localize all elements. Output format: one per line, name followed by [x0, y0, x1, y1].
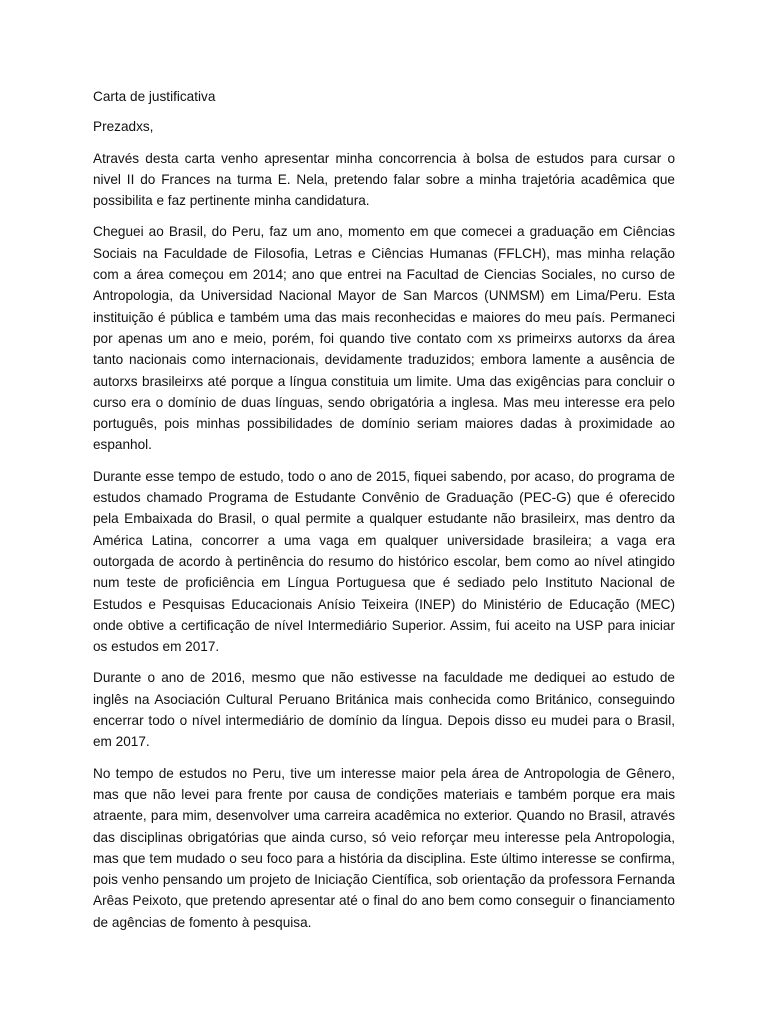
paragraph-background: Cheguei ao Brasil, do Peru, faz um ano, momento em que comecei a graduação em Ciências Sociais na Faculdade de Filosofia, Letras e Ciências Humanas (FFLCH), mas minha relação com a área começou em 2014; ano que entrei na Facultad de Ciencias Sociales, no curso de Antropologia, da Universidad Nacional Mayor de San Marcos (UNMSM) em Lima/Peru. Esta instituição é pública e também uma das mais reconhecidas e maiores do meu país. Permaneci por apenas um ano e meio, porém, foi quando tive contato com xs primeirxs autorxs da área tanto nacionais como internacionais, devidamente traduzidos; embora lamente a ausência de autorxs brasileirxs até porque a língua constituia um limite. Uma das exigências para concluir o curso era o domínio de duas línguas, sendo obrigatória a inglesa. Mas meu interesse era pelo português, pois minhas possibilidades de domínio seriam maiores dadas à proximidade ao espanhol.: [93, 224, 675, 453]
letter-title: Carta de justificativa: [93, 89, 216, 104]
paragraph-pec-g: Durante esse tempo de estudo, todo o ano de 2015, fiquei sabendo, por acaso, do programa de estudos chamado Programa de Estudante Convênio de Graduação (PEC-G) que é oferecido pela Embaixada do Brasil, o qual permite a qualquer estudante não brasileirx, mas dentro da América Latina, concorrer a uma vaga em qualquer universidade brasileira; a vaga era outorgada de acordo à pertinência do resumo do histórico escolar, bem como ao nível atingido num teste de proficiência em Língua Portuguesa que é sediado pelo Instituto Nacional de Estudos e Pesquisas Educacionais Anísio Teixeira (INEP) do Ministério de Educação (MEC) onde obtive a certificação de nível Intermediário Superior. Assim, fui aceito na USP para iniciar os estudos em 2017.: [93, 468, 675, 655]
paragraph-intro: Através desta carta venho apresentar minha concorrencia à bolsa de estudos para cursar o nivel II do Frances na turma E. Nela, pretendo falar sobre a minha trajetória acadêmica que possibilita e faz pertinente minha candidatura.: [93, 150, 675, 209]
letter-salutation: Prezadxs,: [93, 119, 154, 135]
paragraph-research-interest: No tempo de estudos no Peru, tive um interesse maior pela área de Antropologia de Gênero, mas que não levei para frente por causa de condições materiais e também porque era mais atraente, para mim, desenvolver uma carreira acadêmica no exterior. Quando no Brasil, através das disciplinas obrigatórias que ainda curso, só veio reforçar meu interesse pela Antropologia, mas que tem mudado o seu foco para a história da disciplina. Este último interesse se confirma, pois venho pensando um projeto de Iniciação Científica, sob orientação da professora Fernanda Arêas Peixoto, que pretendo apresentar até o final do ano bem como conseguir o financiamento de agências de fomento à pesquisa.: [93, 765, 675, 930]
paragraph-english-study: Durante o ano de 2016, mesmo que não estivesse na faculdade me dediquei ao estudo de inglês na Asociación Cultural Peruano Británica mais conhecida como Británico, conseguindo encerrar todo o nível intermediário de domínio da língua. Depois disso eu mudei para o Brasil, em 2017.: [93, 670, 675, 750]
letter-body: [93, 86, 675, 943]
